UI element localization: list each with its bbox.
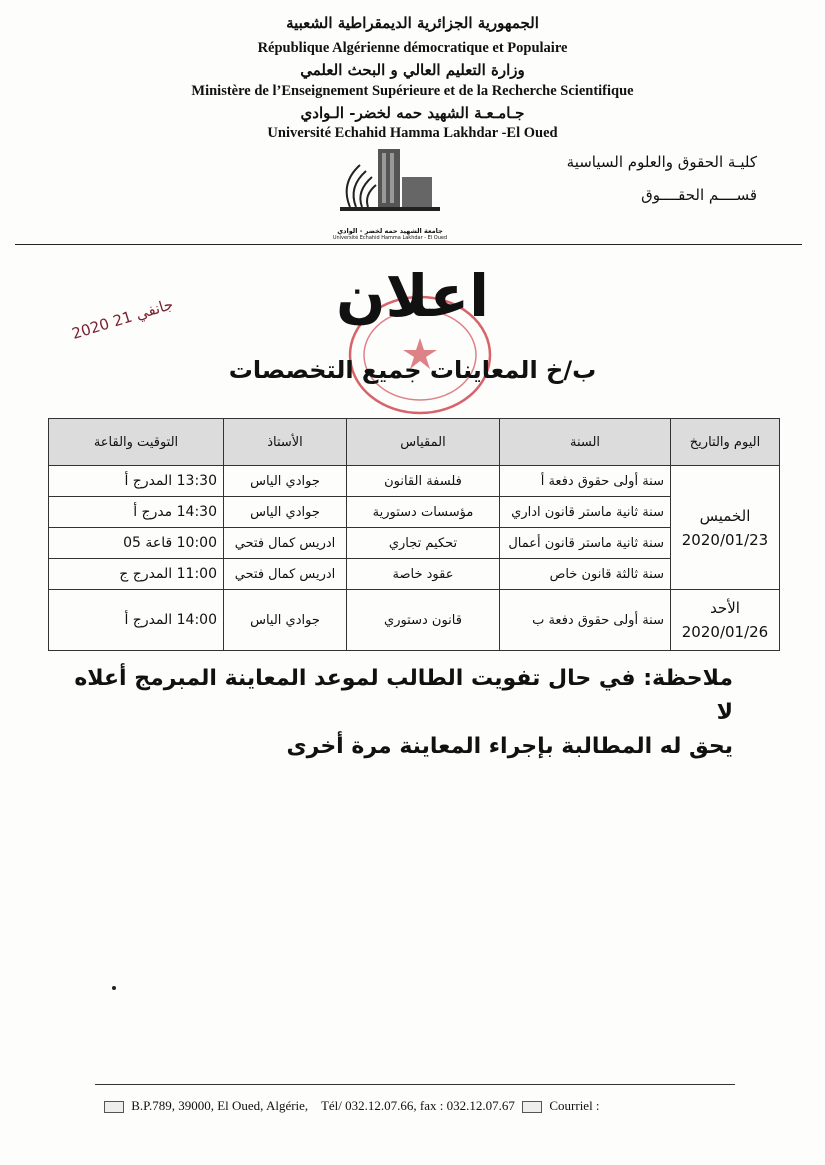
note-block	[73, 662, 733, 764]
subject-cell: عقود خاصة	[347, 559, 500, 590]
time-room-cell	[49, 497, 224, 528]
col-header-time: التوقيت والقاعة	[49, 419, 224, 466]
year-cell: سنة ثالثة قانون خاص	[500, 559, 671, 590]
handwritten-date: 2020 جانفي 21	[69, 295, 176, 343]
republic-ar: الجمهورية الجزائرية الديمقراطية الشعبية	[286, 14, 539, 32]
subject-cell: تحكيم تجاري	[347, 528, 500, 559]
col-header-year: السنة	[500, 419, 671, 466]
note-line-2: يحق له المطالبة بإجراء المعاينة مرة أخرى	[286, 734, 733, 759]
room: مدرج أ	[133, 504, 173, 520]
logo-caption-ar: جامعة الشهيد حمه لخضر - الوادي	[337, 227, 443, 235]
table-header-row	[49, 419, 780, 466]
professor-cell: جوادي الياس	[224, 466, 347, 497]
time-room-cell	[49, 528, 224, 559]
col-header-subject: المقياس	[347, 419, 500, 466]
footer-divider	[95, 1084, 735, 1085]
table-row	[49, 497, 780, 528]
mailbox-icon	[104, 1101, 124, 1113]
subject-cell: قانون دستوري	[347, 590, 500, 651]
university-fr: Université Echahid Hamma Lakhdar -El Oued	[267, 125, 558, 141]
day-name: الأحد	[710, 599, 740, 617]
time-room-cell	[49, 590, 224, 651]
ministry-ar: وزارة التعليم العالي و البحث العلمي	[300, 61, 525, 79]
room: المدرج أ	[124, 473, 173, 489]
email-icon	[522, 1101, 542, 1113]
professor-cell: جوادي الياس	[224, 497, 347, 528]
room: المدرج أ	[124, 612, 173, 628]
table-row	[49, 590, 780, 651]
time-room-cell	[49, 559, 224, 590]
subject-cell: فلسفة القانون	[347, 466, 500, 497]
time: 14:30	[176, 504, 217, 520]
year-cell: سنة ثانية ماستر قانون أعمال	[500, 528, 671, 559]
year-cell: سنة ثانية ماستر قانون اداري	[500, 497, 671, 528]
faculty-name: كليـة الحقوق والعلوم السياسية	[566, 153, 757, 171]
time: 10:00	[176, 535, 217, 551]
year-cell: سنة أولى حقوق دفعة ب	[500, 590, 671, 651]
room: المدرج ج	[119, 566, 173, 582]
day-date: 2020/01/26	[681, 623, 769, 641]
republic-fr: République Algérienne démocratique et Populaire	[257, 40, 568, 56]
time-room-cell	[49, 466, 224, 497]
room: قاعة 05	[123, 535, 173, 551]
professor-cell: جوادي الياس	[224, 590, 347, 651]
professor-cell: ادريس كمال فتحي	[224, 559, 347, 590]
table-row	[49, 528, 780, 559]
department-name: قســــم الحقــــوق	[641, 186, 757, 204]
announcement-subtitle: ب/خ المعاينات جميع التخصصات	[228, 356, 597, 384]
university-logo	[330, 143, 450, 241]
footer-phone: Tél/ 032.12.07.66, fax : 032.12.07.67	[320, 1098, 515, 1113]
ministry-fr: Ministère de l’Enseignement Supérieure et de la Recherche Scientifique	[191, 83, 634, 99]
note-line-1: ملاحظة: في حال تفويت الطالب لموعد المعاينة المبرمج أعلاه لا	[74, 666, 733, 725]
university-logo-icon	[330, 143, 450, 223]
time: 14:00	[176, 612, 217, 628]
day-cell	[671, 466, 780, 590]
day-name: الخميس	[699, 506, 751, 525]
time: 11:00	[176, 566, 217, 582]
day-date: 2020/01/23	[681, 530, 769, 549]
footer-email-label: Courriel :	[549, 1098, 600, 1113]
table-row	[49, 559, 780, 590]
year-cell: سنة أولى حقوق دفعة أ	[500, 466, 671, 497]
day-cell	[671, 590, 780, 651]
subject-cell: مؤسسات دستورية	[347, 497, 500, 528]
professor-cell: ادريس كمال فتحي	[224, 528, 347, 559]
col-header-professor: الأستاذ	[224, 419, 347, 466]
col-header-day: اليوم والتاريخ	[671, 419, 780, 466]
header-divider	[15, 244, 802, 245]
announcement-title: اعلان	[335, 262, 490, 330]
time: 13:30	[176, 473, 217, 489]
logo-caption-fr: Université Echahid Hamma Lakhdar - El Oued	[332, 235, 448, 241]
footer	[100, 1098, 600, 1114]
stray-dot	[112, 986, 116, 990]
footer-address: B.P.789, 39000, El Oued, Algérie,	[131, 1098, 309, 1113]
schedule-table	[48, 418, 780, 651]
table-row	[49, 466, 780, 497]
university-ar: جـامـعـة الشهيد حمه لخضر- الـوادي	[300, 104, 525, 122]
